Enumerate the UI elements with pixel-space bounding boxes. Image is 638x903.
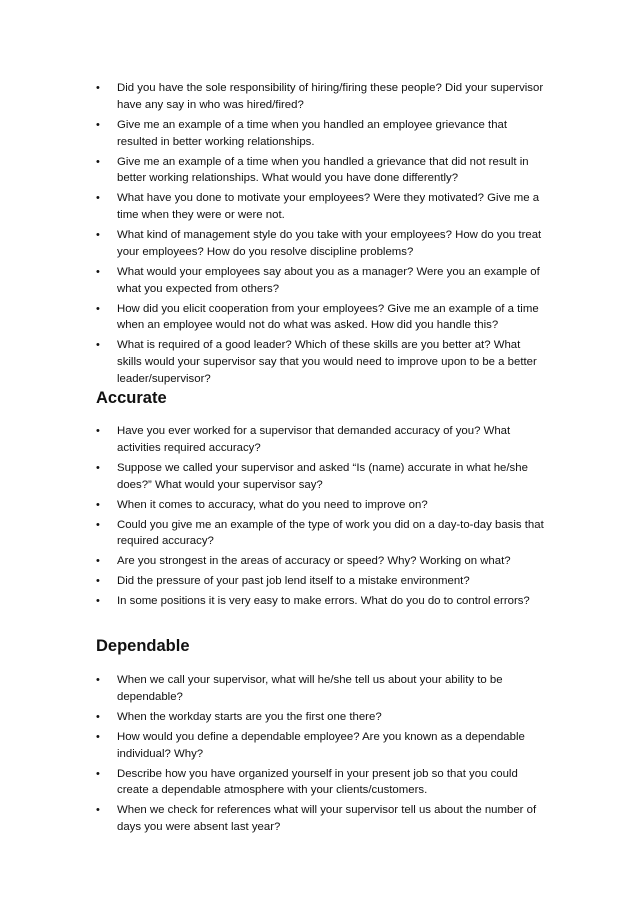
list-item-text: What would your employees say about you as a manager? Were you an example of what you expected from others? bbox=[117, 265, 540, 295]
list-item-text: Could you give me an example of the type of work you did on a day-to-day basis that required accuracy? bbox=[117, 518, 544, 548]
list-item bbox=[0, 264, 638, 298]
section-heading-dependable: Dependable bbox=[96, 637, 190, 655]
bullet-icon: • bbox=[96, 339, 100, 352]
bullet-icon: • bbox=[96, 730, 100, 743]
bullet-icon: • bbox=[96, 555, 100, 568]
list-item bbox=[0, 553, 638, 570]
question-list-dependable bbox=[0, 672, 638, 836]
question-list-accurate bbox=[0, 423, 638, 610]
bullet-icon: • bbox=[96, 498, 100, 511]
section-accurate bbox=[0, 423, 638, 613]
list-item-text: In some positions it is very easy to make errors. What do you do to control errors? bbox=[117, 595, 530, 608]
list-item bbox=[0, 301, 638, 335]
list-item-text: What have you done to motivate your employees? Were they motivated? Give me a time when they were or were not. bbox=[117, 192, 540, 222]
bullet-icon: • bbox=[96, 804, 100, 817]
bullet-icon: • bbox=[96, 265, 100, 278]
list-item-text: Did you have the sole responsibility of hiring/firing these people? Did your supervisor have any say in who was hired/fired? bbox=[117, 82, 544, 111]
list-item bbox=[0, 117, 638, 151]
list-item-text: Give me an example of a time when you handled an employee grievance that resulted in better working relationships. bbox=[117, 118, 508, 148]
bullet-icon: • bbox=[96, 229, 100, 242]
section-leadership bbox=[0, 80, 638, 391]
list-item-text: What kind of management style do you take with your employees? How do you treat your employees? How do you resolve discipline problems? bbox=[117, 229, 542, 258]
bullet-icon: • bbox=[96, 302, 100, 315]
list-item bbox=[0, 190, 638, 224]
list-item bbox=[0, 709, 638, 726]
bullet-icon: • bbox=[96, 192, 100, 205]
bullet-icon: • bbox=[96, 82, 100, 94]
bullet-icon: • bbox=[96, 767, 100, 780]
list-item-text: When the workday starts are you the first one there? bbox=[117, 710, 382, 723]
list-item-text: Give me an example of a time when you handled a grievance that did not result in better working relationships. What would you have done differently? bbox=[117, 155, 529, 185]
list-item-text: When we call your supervisor, what will he/she tell us about your ability to be dependable? bbox=[117, 674, 503, 703]
list-item bbox=[0, 497, 638, 514]
list-item bbox=[0, 460, 638, 494]
list-item bbox=[0, 593, 638, 610]
list-item bbox=[0, 802, 638, 836]
list-item-text: When it comes to accuracy, what do you need to improve on? bbox=[117, 498, 428, 511]
list-item bbox=[0, 423, 638, 457]
list-item bbox=[0, 672, 638, 706]
list-item-text: What is required of a good leader? Which of these skills are you better at? What skills would your supervisor say that you would need to improve upon to be a better leader/supervisor? bbox=[117, 339, 537, 386]
bullet-icon: • bbox=[96, 518, 100, 531]
list-item bbox=[0, 573, 638, 590]
bullet-icon: • bbox=[96, 461, 100, 474]
list-item-text: How did you elicit cooperation from your employees? Give me an example of a time when an employee would not do what was asked. How did you handle this? bbox=[117, 302, 539, 332]
list-item bbox=[0, 337, 638, 387]
bullet-icon: • bbox=[96, 575, 100, 588]
bullet-icon: • bbox=[96, 155, 100, 168]
bullet-icon: • bbox=[96, 425, 100, 437]
list-item-text: Are you strongest in the areas of accuracy or speed? Why? Working on what? bbox=[117, 555, 511, 568]
list-item-text: Suppose we called your supervisor and asked “Is (name) accurate in what he/she does?” What would your supervisor say? bbox=[117, 461, 528, 491]
list-item bbox=[0, 80, 638, 114]
bullet-icon: • bbox=[96, 710, 100, 723]
section-heading-accurate: Accurate bbox=[96, 389, 167, 407]
list-item bbox=[0, 154, 638, 188]
list-item-text: Have you ever worked for a supervisor that demanded accuracy of you? What activities required accuracy? bbox=[117, 425, 511, 454]
list-item-text: Did the pressure of your past job lend itself to a mistake environment? bbox=[117, 575, 470, 588]
list-item bbox=[0, 766, 638, 800]
list-item bbox=[0, 729, 638, 763]
list-item-text: How would you define a dependable employee? Are you known as a dependable individual? Why? bbox=[117, 730, 525, 760]
bullet-icon: • bbox=[96, 595, 100, 608]
bullet-icon: • bbox=[96, 674, 100, 686]
list-item-text: When we check for references what will your supervisor tell us about the number of days you were absent last year? bbox=[117, 804, 537, 834]
section-dependable bbox=[0, 672, 638, 839]
list-item bbox=[0, 227, 638, 261]
bullet-icon: • bbox=[96, 118, 100, 131]
question-list-leadership bbox=[0, 80, 638, 388]
list-item-text: Describe how you have organized yourself in your present job so that you could create a dependable atmosphere with your clients/customers. bbox=[117, 767, 518, 797]
list-item bbox=[0, 517, 638, 551]
